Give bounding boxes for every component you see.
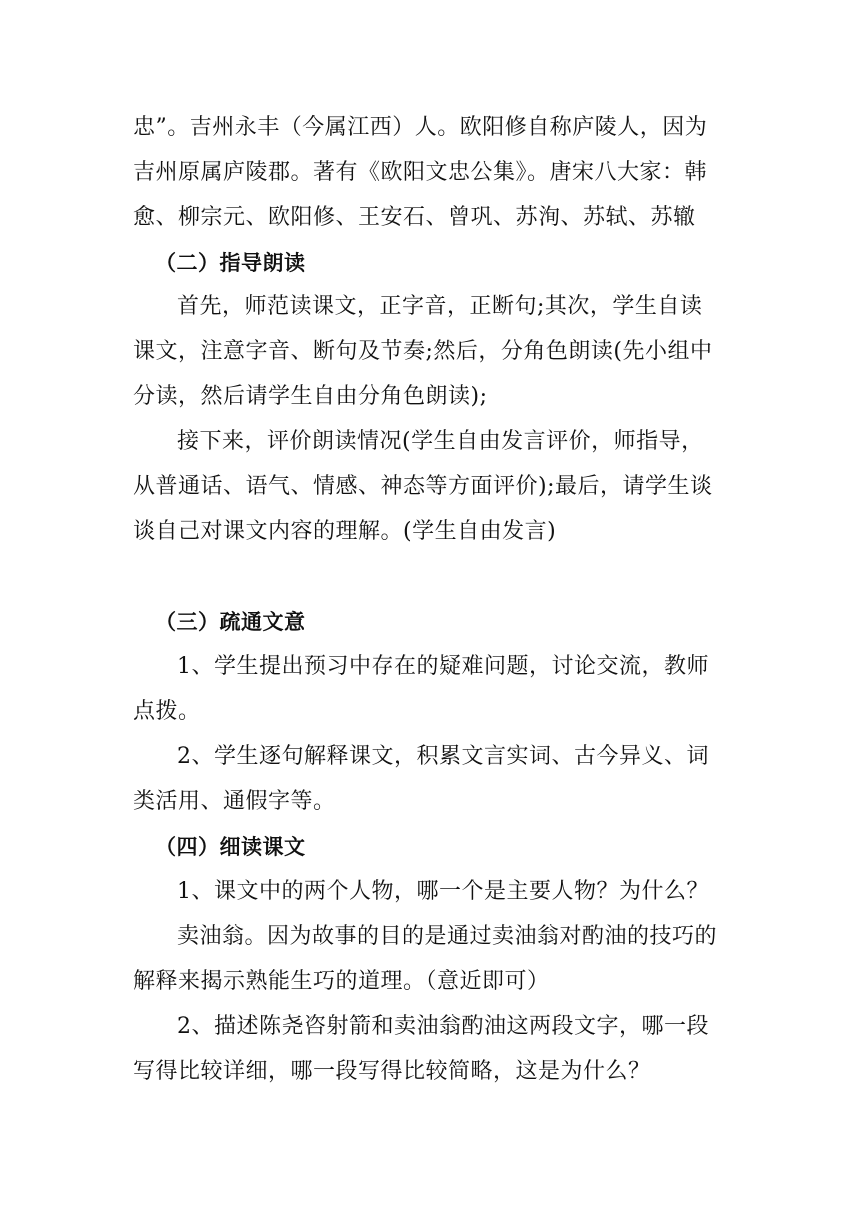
answer-line: 解释来揭示熟能生巧的道理。（意近即可） (133, 969, 550, 994)
question-line: 2、描述陈尧咨射箭和卖油翁酌油这两段文字，哪一段 (177, 1014, 709, 1039)
paragraph-line: 分读，然后请学生自由分角色朗读); (133, 384, 488, 409)
intro-line-2: 吉州原属庐陵郡。著有《欧阳文忠公集》。唐宋八大家：韩 (133, 160, 708, 185)
paragraph-line: 课文，注意字音、断句及节奏;然后，分角色朗读(先小组中 (133, 339, 713, 364)
section-heading-close-reading: （四）细读课文 (155, 835, 306, 859)
section-heading-text-meaning: （三）疏通文意 (155, 610, 306, 634)
list-item-line: 2、学生逐句解释课文，积累文言实词、古今异义、词 (177, 744, 709, 769)
intro-line-3: 愈、柳宗元、欧阳修、王安石、曾巩、苏洵、苏轼、苏辙 (133, 205, 696, 230)
paragraph-line: 接下来，评价朗读情况(学生自由发言评价，师指导， (177, 429, 704, 454)
question-line: 1、课文中的两个人物，哪一个是主要人物？为什么？ (177, 879, 709, 904)
question-line: 写得比较详细，哪一段写得比较简略，这是为什么？ (133, 1059, 651, 1084)
paragraph-line: 从普通话、语气、情感、神态等方面评价);最后，请学生谈 (133, 474, 713, 499)
section-heading-guided-reading: （二）指导朗读 (155, 251, 306, 275)
paragraph-line: 谈自己对课文内容的理解。(学生自由发言) (133, 519, 557, 544)
intro-line-1: 忠”。吉州永丰（今属江西）人。欧阳修自称庐陵人，因为 (133, 115, 708, 140)
list-item-line: 1、学生提出预习中存在的疑难问题，讨论交流，教师 (177, 654, 709, 679)
list-item-line: 类活用、通假字等。 (133, 789, 336, 814)
answer-line: 卖油翁。因为故事的目的是通过卖油翁对酌油的技巧的 (177, 924, 718, 949)
list-item-line: 点拨。 (133, 699, 201, 724)
paragraph-line: 首先，师范读课文，正字音，正断句;其次，学生自读 (177, 294, 703, 319)
